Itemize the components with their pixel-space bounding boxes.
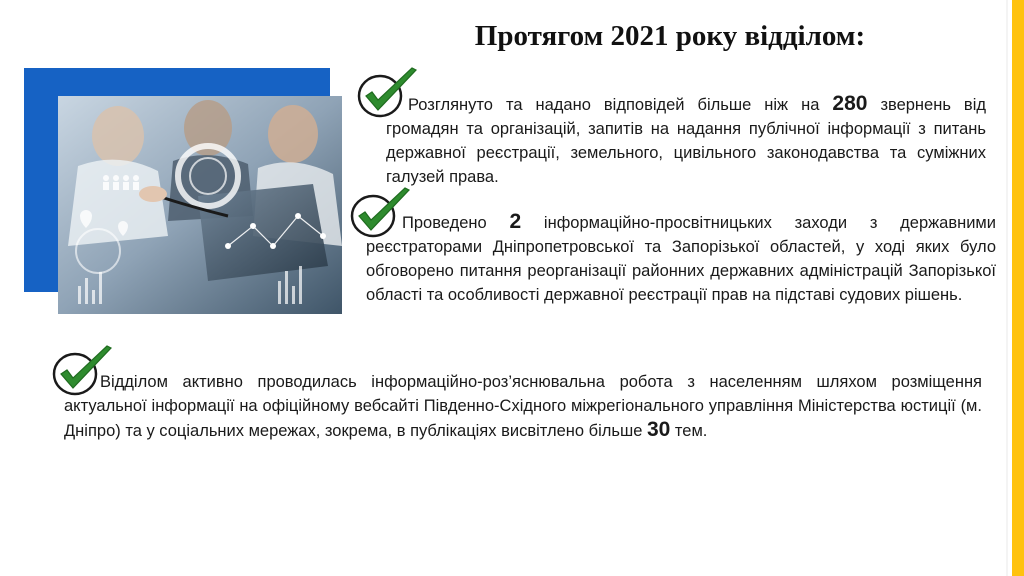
item-3-number: 30 [646, 418, 671, 441]
item-3-text-before: Відділом активно проводилась інформаційно-роз’яснювальна робота з населенням шляхом розміщення актуальної інформації на офіційному вебсайті Південно-Східного міжрегіонального управління Міністерства юстиції (м. Дніпро) та у соціальних мережах, зокрема, в публікаціях висвітлено більше [64, 373, 982, 440]
item-3-text [64, 370, 982, 443]
item-2-number: 2 [509, 210, 522, 233]
slide-title: Протягом 2021 року відділом: [474, 20, 866, 52]
item-2-text [366, 210, 996, 307]
item-1-text-before: Розглянуто та надано відповідей більше ніж на [408, 96, 833, 114]
business-photo [58, 96, 342, 314]
item-3-text-after: тем. [670, 422, 708, 440]
item-2-text-after: інформаційно-просвітницьких заходи з державними реєстраторами Дніпропетровської та Запорізької областей, у ході яких було обговорено питання реорганізації районних державних адміністрацій Запорізької області та особливості державної реєстрації прав на підставі судових рішень. [366, 214, 996, 304]
right-divider-line [1006, 0, 1008, 576]
right-accent-bar [1012, 0, 1024, 576]
item-1-number: 280 [832, 92, 868, 115]
item-2-text-before: Проведено [402, 214, 510, 232]
item-1-text-after: звернень від громадян та організацій, запитів на надання публічної інформації з питань державної реєстрації, земельного, цивільного законодавства та суміжних галузей права. [386, 96, 986, 186]
item-1-text [386, 92, 986, 189]
